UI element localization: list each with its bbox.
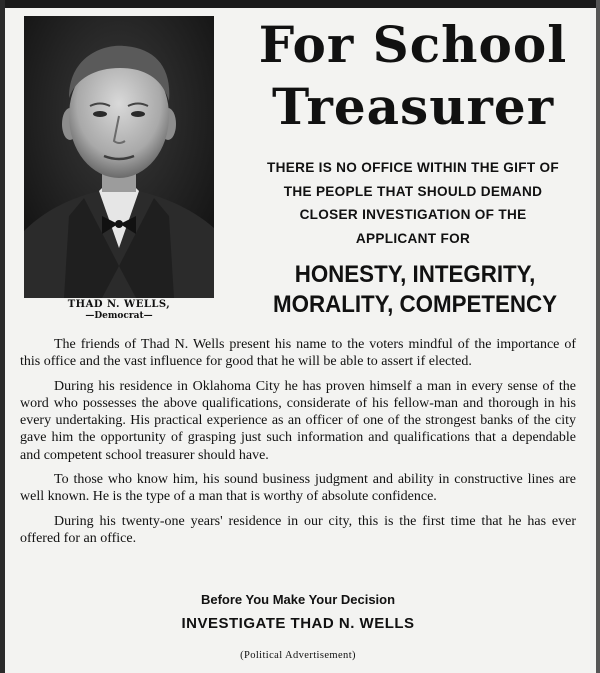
intro-line-3: CLOSER INVESTIGATION OF THE (299, 207, 527, 222)
decision-line: Before You Make Your Decision (200, 592, 396, 607)
paragraph-4: During his twenty-one years' residence in our city, this is the first time that he has ever offered for an office. (20, 513, 576, 546)
candidate-portrait (24, 16, 214, 298)
qualities-line-1: HONESTY, INTEGRITY, (294, 261, 536, 288)
page-border-left (0, 0, 5, 673)
intro-line-2: THE PEOPLE THAT SHOULD DEMAND (283, 183, 543, 199)
qualities-heading (252, 260, 578, 320)
investigate-line: INVESTIGATE THAD N. WELLS (181, 615, 415, 632)
intro-line-1: THERE IS NO OFFICE WITHIN THE GIFT OF (266, 160, 560, 175)
paragraph-1: The friends of Thad N. Wells present his name to the voters mindful of the importance of this office and the vast influence for good that he will be able to assert if elected. (20, 337, 576, 370)
title-line-2: Treasurer (271, 77, 555, 136)
title-line-1: For School (258, 15, 568, 74)
intro-statement (228, 156, 598, 250)
political-advertisement-note: (Political Advertisement) (240, 650, 356, 661)
body-text (20, 336, 576, 554)
qualities-line-2: MORALITY, COMPETENCY (273, 291, 557, 318)
portrait-illustration (24, 16, 214, 298)
intro-line-4: APPLICANT FOR (355, 230, 471, 246)
page-title (228, 14, 598, 138)
page-border-top (0, 0, 600, 8)
paragraph-2: During his residence in Oklahoma City he has proven himself a man in every sense of the word who possesses the above qualifications, considerate of his fellow-man and thorough in his every undertaking. His practical experience as an officer of one of the strongest banks of the city gave him the opportunity of grasping just such information and qualifications that a dependable and competent school treasurer should have. (20, 378, 576, 463)
candidate-party: —Democrat— (85, 310, 153, 321)
candidate-name: THAD N. WELLS, (67, 299, 171, 310)
portrait-caption (24, 299, 214, 321)
paragraph-3: To those who know him, his sound business judgment and ability in constructive lines are well known. He is the type of a man that is worthy of absolute confidence. (20, 472, 576, 505)
